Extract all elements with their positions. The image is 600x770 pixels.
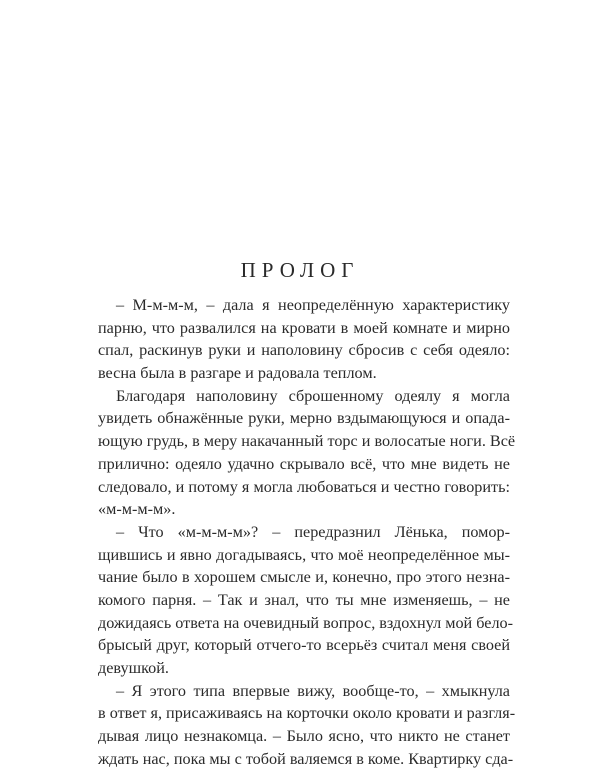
body-text [98,294,516,770]
text-line: – М-м-м-м, – дала я неопределённую характеристику [116,296,510,314]
text-line: – Я этого типа впервые вижу, вообще-то, – хмыкнула [116,681,510,700]
text-line: в ответ я, присаживаясь на корточки около кровати и разгля- [98,704,516,723]
text-line: следовало, и потому я могла любоваться и честно говорить: [98,477,510,496]
text-line: прилично: одеяло удачно скрывало всё, что мне видеть не [98,454,510,473]
text-line: брысый друг, который отчего-то всерьёз считал меня своей [98,636,510,655]
text-line: дожидаясь ответа на очевидный вопрос, вздохнул мой бело- [98,613,514,632]
text-line: спал, раскинув руки и наполовину сбросив с себя одеяло: [98,341,510,360]
text-line: ющую грудь, в меру накачанный торс и волосатые ноги. Всё [98,432,516,451]
chapter-title: ПРОЛОГ [240,258,360,282]
text-line: парню, что развалился на кровати в моей комнате и мирно [98,318,510,337]
text-line: Благодаря наполовину сброшенному одеялу я могла [116,386,510,405]
text-line: – Что «м-м-м-м»? – передразнил Лёнька, помор- [116,522,510,541]
text-line: увидеть обнажённые руки, мерно вздымающуюся и опада- [98,409,510,428]
text-line: щившись и явно догадываясь, что моё неопределённое мы- [98,545,510,564]
text-line: чание было в хорошем смысле и, конечно, про этого незна- [98,568,510,587]
text-line: комого парня. – Так и знал, что ты мне изменяешь, – не [98,590,510,609]
text-line: «м-м-м-м». [98,500,176,519]
text-line: девушкой. [98,659,169,677]
text-line: дывая лицо незнакомца. – Было ясно, что никто не станет [98,727,510,746]
text-line: весна была в разгаре и радовала теплом. [98,364,377,383]
text-line: ждать нас, пока мы с тобой валяемся в коме. Квартирку сда- [98,749,514,768]
